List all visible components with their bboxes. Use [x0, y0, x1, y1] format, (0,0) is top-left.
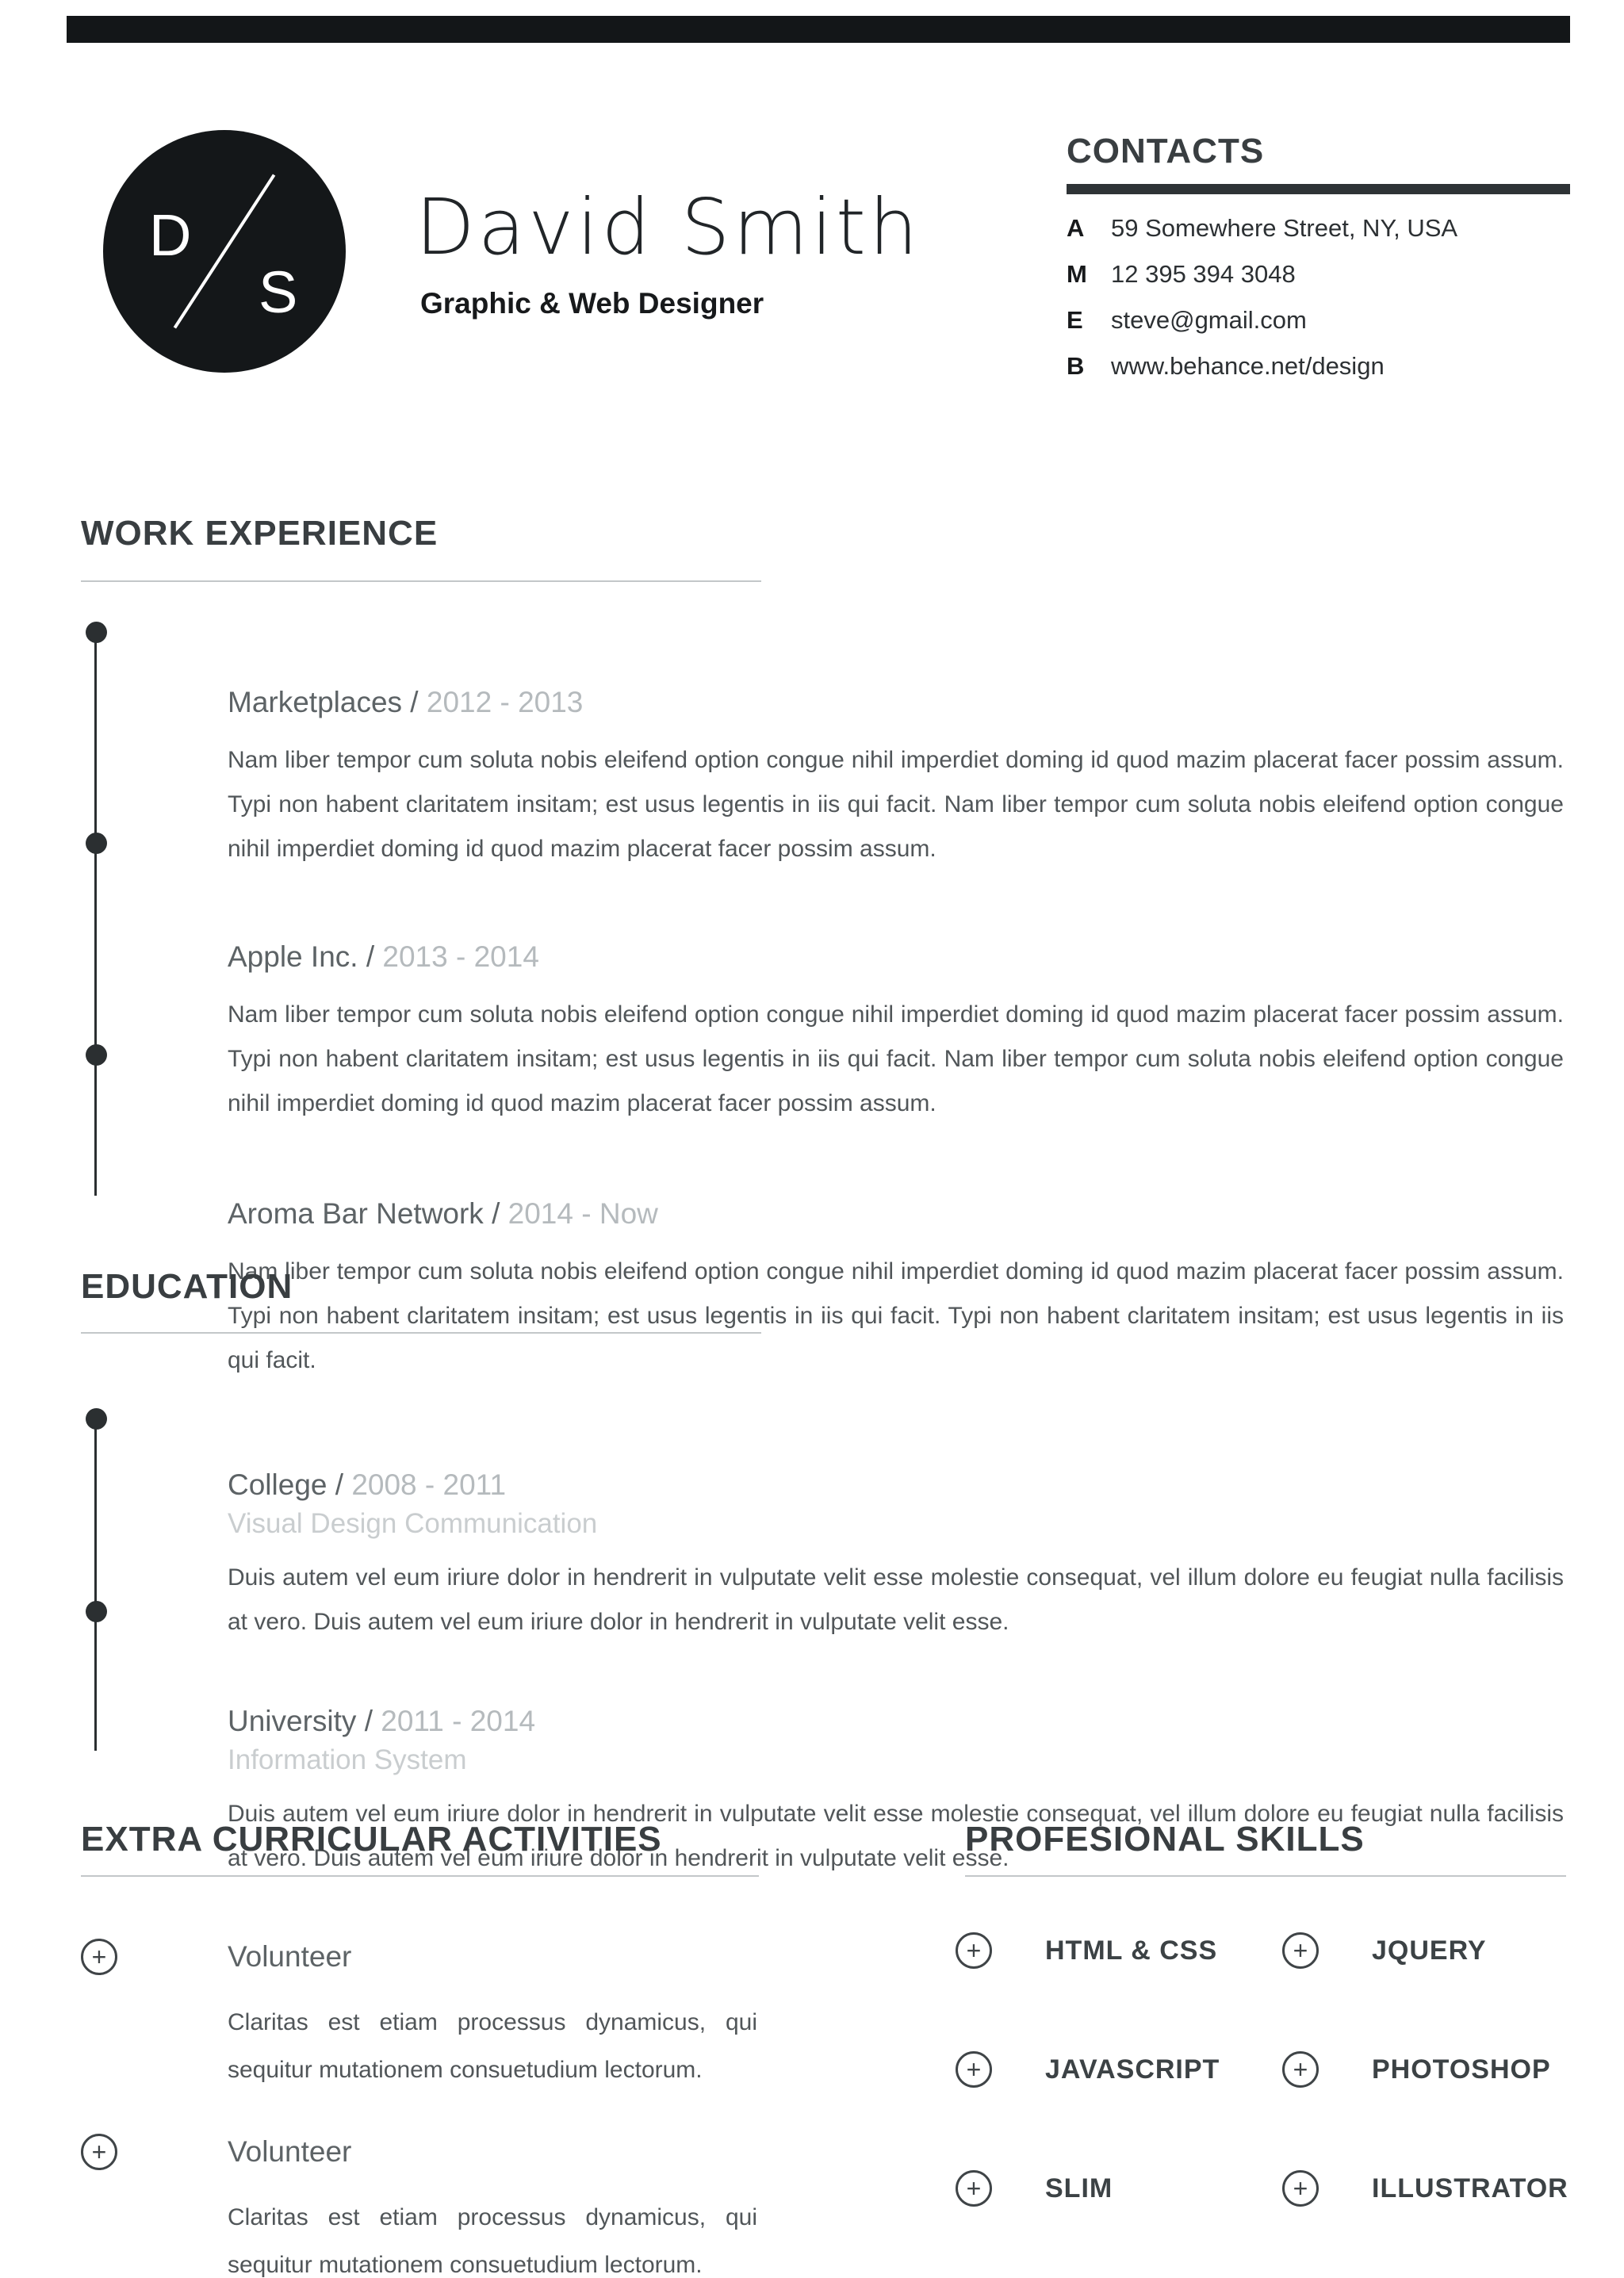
education-heading: EDUCATION: [81, 1267, 293, 1306]
company-name: Aroma Bar Network: [228, 1197, 484, 1230]
contact-row-mobile: [1067, 261, 1570, 288]
title-separator: /: [402, 686, 427, 718]
work-entry-description: Nam liber tempor cum soluta nobis eleifend option congue nihil imperdiet doming id quod mazim placerat facer possim assum. Typi non habent claritatem insitam; est usus legentis in iis qui facit. Typi non habent claritatem insitam; est usus legentis in iis qui facit.: [228, 1258, 1564, 1373]
contact-label: M: [1067, 260, 1087, 288]
education-period: 2011 - 2014: [381, 1705, 536, 1737]
work-period: 2013 - 2014: [382, 940, 539, 973]
skills-grid: [965, 1932, 1570, 2207]
education-entry-description: Duis autem vel eum iriure dolor in hendrerit in vulputate velit esse molestie consequat, vel illum dolore eu feugiat nulla facilisis at vero. Duis autem vel eum iriure dolor in hendrerit in vulputate velit esse.: [228, 1801, 1564, 1871]
work-entry-title: [228, 940, 1564, 974]
timeline-dot: [86, 1044, 107, 1066]
activity-description: Claritas est etiam processus dynamicus, qui sequitur mutationem consuetudium lectorum.: [228, 2009, 757, 2083]
education-major: Information System: [228, 1744, 467, 1775]
extra-curricular-heading: EXTRA CURRICULAR ACTIVITIES: [81, 1820, 662, 1859]
education-entries: [228, 1334, 1564, 1881]
activity-title: Volunteer: [228, 2135, 352, 2168]
contacts-section: [1067, 132, 1570, 399]
work-period: 2014 - Now: [508, 1197, 658, 1230]
skill-item: [1292, 2051, 1570, 2088]
contact-label: E: [1067, 306, 1083, 334]
plus-icon: +: [1282, 1932, 1319, 1969]
timeline-dot: [86, 622, 107, 643]
skill-label: JAVASCRIPT: [1045, 2054, 1220, 2085]
contact-row-email: [1067, 307, 1570, 334]
activity-entry-head: [81, 2134, 761, 2170]
skill-item: [1292, 1932, 1570, 1969]
skill-label: HTML & CSS: [1045, 1935, 1218, 1966]
section-divider: [965, 1875, 1566, 1877]
contact-label: A: [1067, 214, 1085, 242]
activity-entry: [81, 1939, 761, 2094]
timeline-dot: [86, 1601, 107, 1622]
contact-row-behance: [1067, 353, 1570, 380]
plus-icon: +: [81, 2134, 117, 2170]
contact-label: B: [1067, 352, 1085, 380]
skill-label: ILLUSTRATOR: [1372, 2173, 1568, 2203]
work-period: 2012 - 2013: [426, 686, 584, 718]
work-entry: [228, 895, 1564, 1126]
activity-entry: [81, 2134, 761, 2278]
skill-label: JQUERY: [1372, 1935, 1487, 1966]
skill-item: [965, 2170, 1292, 2207]
contacts-heading: CONTACTS: [1067, 132, 1265, 170]
education-period: 2008 - 2011: [351, 1468, 507, 1501]
title-separator: /: [483, 1197, 508, 1230]
activity-title: Volunteer: [228, 1940, 352, 1973]
skill-item: [965, 1932, 1292, 1969]
plus-icon: +: [81, 1939, 117, 1975]
work-entries: [228, 582, 1564, 1383]
work-entry-description: Nam liber tempor cum soluta nobis eleifend option congue nihil imperdiet doming id quod mazim placerat facer possim assum. Typi non habent claritatem insitam; est usus legentis in iis qui facit. Nam liber tempor cum soluta nobis eleifend option congue nihil imperdiet doming id quod mazim placerat facer possim assum.: [228, 1001, 1564, 1116]
plus-icon: +: [956, 2170, 992, 2207]
contacts-divider: [1067, 184, 1570, 194]
work-entry-title: [228, 686, 1564, 719]
contact-value-address: 59 Somewhere Street, NY, USA: [1111, 214, 1458, 242]
work-experience-heading: WORK EXPERIENCE: [81, 514, 439, 553]
skill-label: PHOTOSHOP: [1372, 2054, 1551, 2085]
contacts-list: [1067, 215, 1570, 380]
contact-value-mobile: 12 395 394 3048: [1111, 260, 1296, 288]
title-separator: /: [358, 940, 383, 973]
title-separator: /: [356, 1705, 381, 1737]
activity-entry-head: [81, 1939, 761, 1975]
activity-description: Claritas est etiam processus dynamicus, qui sequitur mutationem consuetudium lectorum.: [228, 2204, 757, 2278]
plus-icon: +: [1282, 2170, 1319, 2207]
school-name: College: [228, 1468, 327, 1501]
company-name: Marketplaces: [228, 686, 403, 718]
education-entry-title: [228, 1468, 1564, 1502]
work-entry-title: [228, 1197, 1564, 1231]
plus-icon: +: [956, 1932, 992, 1969]
plus-icon: +: [1282, 2051, 1319, 2088]
education-entry-title: [228, 1705, 1564, 1738]
skill-item: [965, 2051, 1292, 2088]
education-major: Visual Design Communication: [228, 1508, 598, 1539]
skills-heading: PROFESIONAL SKILLS: [965, 1820, 1365, 1859]
section-divider: [81, 1875, 759, 1877]
contact-value-behance: www.behance.net/design: [1111, 352, 1385, 380]
job-title: Graphic & Web Designer: [420, 287, 764, 320]
contact-value-email: steve@gmail.com: [1111, 306, 1307, 334]
monogram-letter-d: D: [149, 202, 192, 268]
skill-label: SLIM: [1045, 2173, 1113, 2203]
timeline-line: [94, 1418, 97, 1751]
contact-row-address: [1067, 215, 1570, 242]
timeline-dot: [86, 833, 107, 854]
work-entry: [228, 582, 1564, 871]
title-separator: /: [327, 1468, 352, 1501]
top-accent-bar: [67, 16, 1570, 43]
company-name: Apple Inc.: [228, 940, 358, 973]
skills-section: [965, 1820, 1570, 2207]
plus-icon: +: [956, 2051, 992, 2088]
education-entry: [228, 1334, 1564, 1644]
work-entry-description: Nam liber tempor cum soluta nobis eleifend option congue nihil imperdiet doming id quod mazim placerat facer possim assum. Typi non habent claritatem insitam; est usus legentis in iis qui facit. Nam liber tempor cum soluta nobis eleifend option congue nihil imperdiet doming id quod mazim placerat facer possim assum.: [228, 747, 1564, 862]
education-entry-description: Duis autem vel eum iriure dolor in hendrerit in vulputate velit esse molestie consequat, vel illum dolore eu feugiat nulla facilisis at vero. Duis autem vel eum iriure dolor in hendrerit in vulputate velit esse.: [228, 1564, 1564, 1635]
timeline-dot: [86, 1408, 107, 1430]
timeline-line: [94, 632, 97, 1196]
school-name: University: [228, 1705, 357, 1737]
monogram-letter-s: S: [259, 259, 298, 325]
candidate-name: David Smith: [416, 182, 921, 272]
education-section: [81, 1267, 1564, 1905]
monogram-logo: [103, 130, 346, 373]
extra-curricular-section: [81, 1820, 761, 2278]
skill-item: [1292, 2170, 1570, 2207]
